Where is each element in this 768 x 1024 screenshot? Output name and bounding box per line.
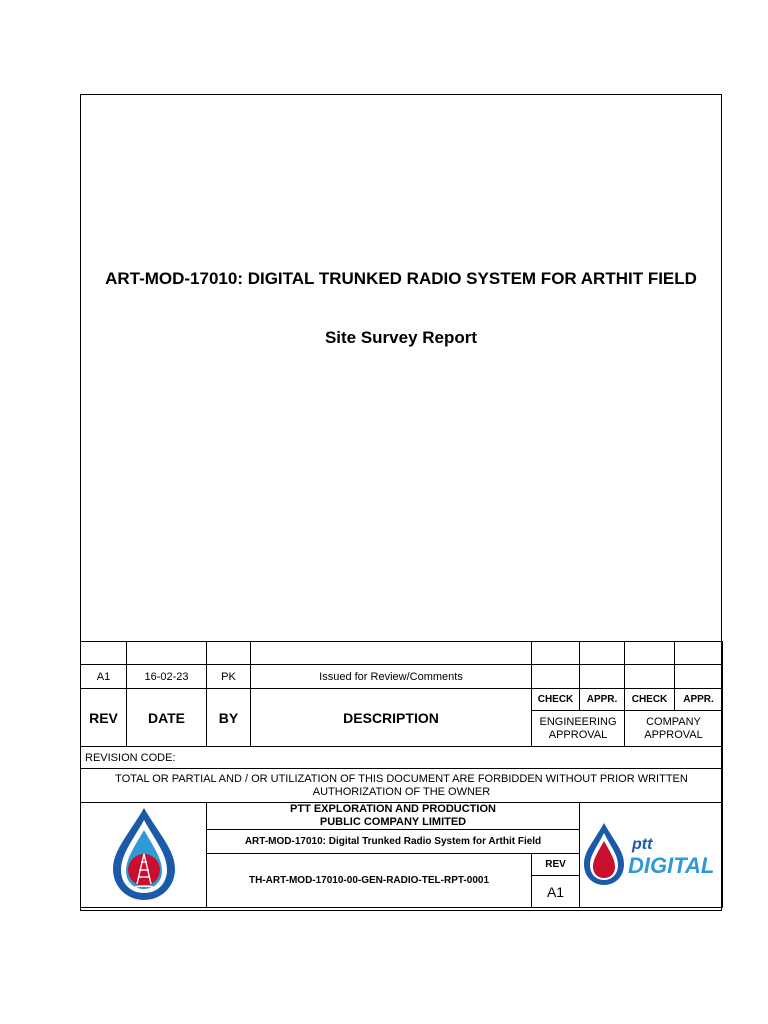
- engineering-approval-label: ENGINEERING APPROVAL: [532, 711, 625, 747]
- digital-logo-text: DIGITAL: [628, 852, 715, 878]
- revision-blank-row: [81, 642, 723, 665]
- project-title: ART-MOD-17010: Digital Trunked Radio System for Arthit Field: [207, 830, 580, 854]
- company-name: [207, 803, 580, 830]
- revision-code-row: [81, 747, 723, 769]
- revision-by-cell: PK: [207, 665, 251, 689]
- revision-code-label: REVISION CODE:: [81, 747, 723, 769]
- ptt-logo-text: ptt: [632, 835, 653, 853]
- company-approval-label: COMPANY APPROVAL: [625, 711, 723, 747]
- ptt-logo-cell: [81, 803, 207, 908]
- by-header: BY: [207, 689, 251, 747]
- revision-rev-cell: A1: [81, 665, 127, 689]
- revision-header-row-top: [81, 689, 723, 711]
- notice-row: [81, 769, 723, 803]
- document-subtitle: Site Survey Report: [324, 328, 478, 347]
- ptt-flame-logo-icon: [109, 806, 179, 902]
- company-name-line-2: PUBLIC COMPANY LIMITED: [319, 816, 467, 828]
- document-main-title: ART-MOD-17010: DIGITAL TRUNKED RADIO SYSTEM FOR ARTHIT FIELD: [105, 269, 697, 288]
- rev-header: REV: [81, 689, 127, 747]
- description-header: DESCRIPTION: [251, 689, 532, 747]
- ptt-digital-logo-cell: [580, 803, 723, 908]
- document-frame: [80, 94, 722, 911]
- title-block-row-1: [81, 803, 723, 830]
- engineering-appr-header: APPR.: [580, 689, 625, 711]
- revision-row: [81, 665, 723, 689]
- rev-value: A1: [532, 876, 580, 908]
- revision-date-cell: 16-02-23: [127, 665, 207, 689]
- rev-label: REV: [532, 854, 580, 876]
- engineering-check-header: CHECK: [532, 689, 580, 711]
- company-name-line-1: PTT EXPLORATION AND PRODUCTION: [290, 803, 496, 815]
- company-check-header: CHECK: [625, 689, 675, 711]
- revision-description-cell: Issued for Review/Comments: [251, 665, 532, 689]
- company-appr-header: APPR.: [675, 689, 723, 711]
- ptt-digital-logo-icon: [582, 819, 720, 889]
- ownership-notice: TOTAL OR PARTIAL AND / OR UTILIZATION OF THIS DOCUMENT ARE FORBIDDEN WITHOUT PRIOR WRITTEN AUTHORIZATION OF THE OWNER: [81, 769, 723, 803]
- revision-table: [80, 641, 723, 908]
- date-header: DATE: [127, 689, 207, 747]
- document-number: TH-ART-MOD-17010-00-GEN-RADIO-TEL-RPT-0001: [207, 854, 532, 908]
